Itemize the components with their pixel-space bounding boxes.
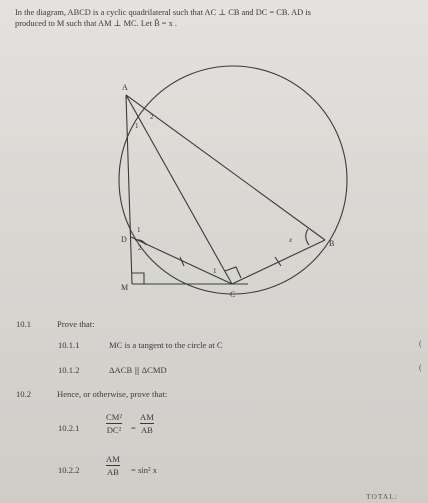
q10-1-2-text: ΔACB ||| ΔCMD <box>109 365 167 375</box>
fraction-bar <box>106 465 120 466</box>
angle-label-C1: 1 <box>213 267 217 275</box>
equals-sign: = <box>131 423 136 433</box>
fraction-denominator: AB <box>140 424 153 435</box>
problem-line-1: In the diagram, ABCD is a cyclic quadrilateral such that AC ⊥ CB and DC = CB. AD is <box>15 8 311 17</box>
fraction-bar <box>106 423 122 424</box>
mark-bracket-2: ( <box>419 363 422 372</box>
angle-label-A1: 1 <box>135 122 139 130</box>
fraction-denominator: AB <box>106 466 119 477</box>
fraction-cm2-dc2 <box>106 412 122 435</box>
label-B: B <box>329 239 335 248</box>
q10-2-2-number: 10.2.2 <box>58 465 80 475</box>
q10-2-1-number: 10.2.1 <box>58 423 80 433</box>
label-D: D <box>121 235 127 244</box>
q10-1-1-text: MC is a tangent to the circle at C <box>109 340 223 350</box>
problem-line-2: produced to M such that AM ⊥ MC. Let B̂ = x . <box>15 19 177 28</box>
mark-bracket-1: ( <box>419 339 422 348</box>
q10-1-text: Prove that: <box>57 319 95 329</box>
total-label: TOTAL: <box>366 492 398 501</box>
q10-2-number: 10.2 <box>16 389 32 399</box>
fraction-numerator: CM² <box>106 412 122 422</box>
label-A: A <box>122 83 128 92</box>
q10-2-text: Hence, or otherwise, prove that: <box>57 389 168 399</box>
angle-label-x: x <box>289 236 293 244</box>
angle-label-A2: 2 <box>150 113 154 121</box>
line-AB <box>126 95 325 240</box>
fraction-numerator: AM <box>140 412 154 422</box>
line-AC <box>126 95 232 284</box>
fraction-am-ab-2 <box>106 454 120 477</box>
angle-arc-B <box>306 229 309 245</box>
angle-label-D2: 2 <box>138 244 142 252</box>
sin-squared-expression: = sin² x <box>131 465 158 475</box>
line-AM <box>126 95 132 284</box>
fraction-denominator: DC² <box>106 424 122 435</box>
right-angle-M <box>132 273 144 284</box>
q10-1-2-number: 10.1.2 <box>58 365 80 375</box>
fraction-bar <box>140 423 154 424</box>
q10-1-1-number: 10.1.1 <box>58 340 80 350</box>
angle-label-D1: 1 <box>137 226 141 234</box>
label-C: C <box>230 290 236 299</box>
label-M: M <box>121 283 129 292</box>
fraction-am-ab <box>140 412 154 435</box>
fraction-numerator: AM <box>106 454 120 464</box>
circle <box>119 66 347 294</box>
q10-1-number: 10.1 <box>16 319 32 329</box>
